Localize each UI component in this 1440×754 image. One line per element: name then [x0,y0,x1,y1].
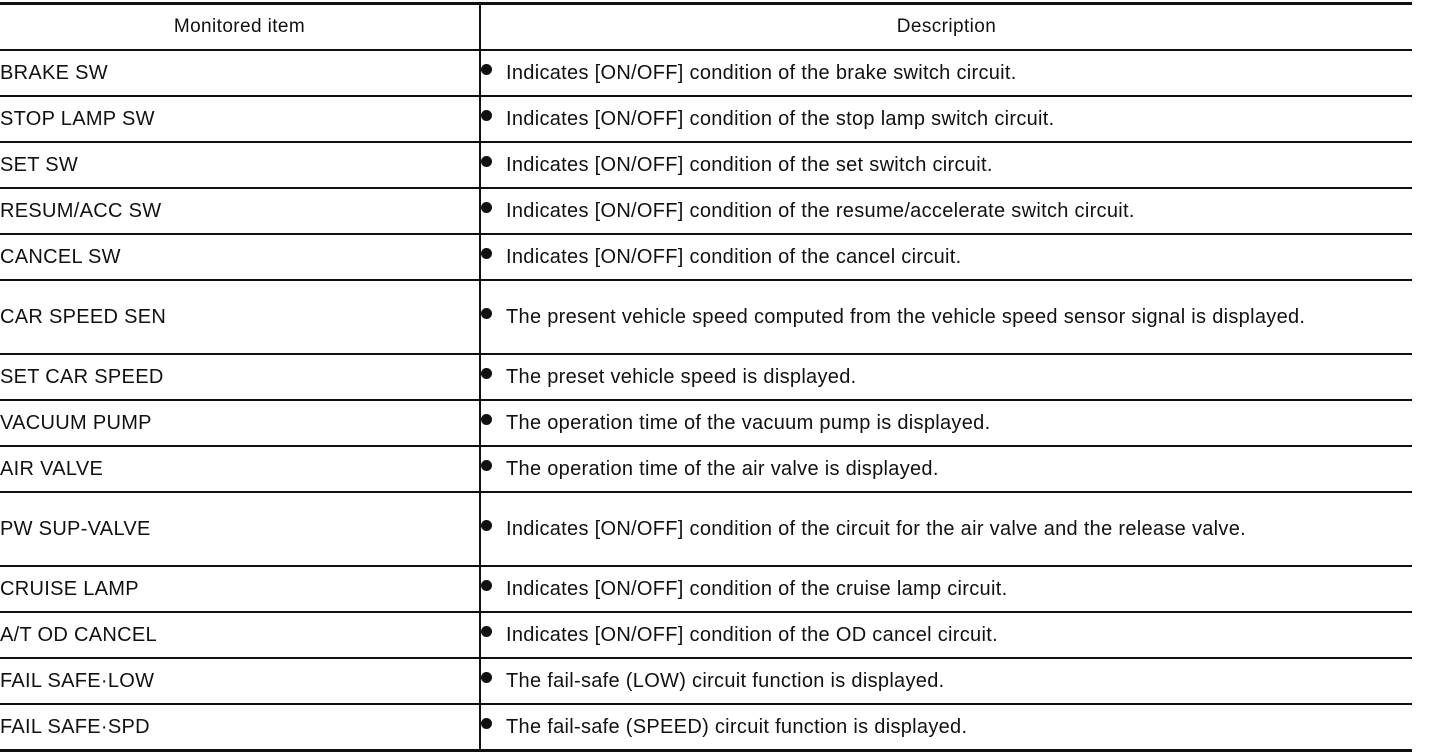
monitored-item-cell: FAIL SAFE·LOW [0,658,480,704]
description-text: Indicates [ON/OFF] condition of the cruise lamp circuit. [506,577,1008,600]
table-row [0,446,1412,492]
table-row [0,234,1412,280]
description-cell [480,704,1412,751]
monitored-item-cell: RESUM/ACC SW [0,188,480,234]
monitored-item-cell: SET SW [0,142,480,188]
description-text: Indicates [ON/OFF] condition of the cancel circuit. [506,245,962,268]
monitored-item-cell: PW SUP-VALVE [0,492,480,566]
table-row [0,400,1412,446]
bullet-icon [481,520,492,531]
description-cell [480,188,1412,234]
description-text: The operation time of the vacuum pump is displayed. [506,411,991,434]
description-text: Indicates [ON/OFF] condition of the stop lamp switch circuit. [506,107,1055,130]
description-cell [480,658,1412,704]
table-row [0,612,1412,658]
monitored-item-cell: FAIL SAFE·SPD [0,704,480,751]
table-row [0,96,1412,142]
description-text: Indicates [ON/OFF] condition of the OD cancel circuit. [506,623,998,646]
bullet-icon [481,110,492,121]
table-row [0,280,1412,354]
description-cell [480,492,1412,566]
header-description: Description [480,4,1412,51]
description-cell [480,234,1412,280]
description-text: The operation time of the air valve is displayed. [506,457,939,480]
description-text: Indicates [ON/OFF] condition of the set switch circuit. [506,153,993,176]
description-text: Indicates [ON/OFF] condition of the resume/accelerate switch circuit. [506,199,1135,222]
description-cell [480,354,1412,400]
description-text: The fail-safe (LOW) circuit function is displayed. [506,669,945,692]
table-row [0,354,1412,400]
bullet-icon [481,202,492,213]
table-row [0,142,1412,188]
monitor-item-document [0,2,1412,752]
bullet-icon [481,248,492,259]
description-cell [480,142,1412,188]
monitored-item-cell: SET CAR SPEED [0,354,480,400]
header-monitored-item: Monitored item [0,4,480,51]
bullet-icon [481,308,492,319]
monitored-item-cell: AIR VALVE [0,446,480,492]
bullet-icon [481,414,492,425]
bullet-icon [481,626,492,637]
description-text: Indicates [ON/OFF] condition of the circuit for the air valve and the release valve. [506,517,1246,540]
description-cell [480,96,1412,142]
monitored-item-cell: CRUISE LAMP [0,566,480,612]
monitored-item-cell: BRAKE SW [0,50,480,96]
monitored-item-cell: A/T OD CANCEL [0,612,480,658]
description-cell [480,612,1412,658]
description-cell [480,280,1412,354]
bullet-icon [481,460,492,471]
table-row [0,566,1412,612]
table-row [0,188,1412,234]
bullet-icon [481,580,492,591]
table-header-row [0,4,1412,51]
bullet-icon [481,672,492,683]
bullet-icon [481,718,492,729]
bullet-icon [481,368,492,379]
table-row [0,704,1412,751]
monitored-item-cell: STOP LAMP SW [0,96,480,142]
description-text: The present vehicle speed computed from the vehicle speed sensor signal is displayed. [506,305,1306,328]
description-cell [480,400,1412,446]
description-cell [480,50,1412,96]
monitored-item-cell: CAR SPEED SEN [0,280,480,354]
monitored-item-cell: CANCEL SW [0,234,480,280]
table-row [0,50,1412,96]
bullet-icon [481,64,492,75]
table-row [0,492,1412,566]
bullet-icon [481,156,492,167]
description-text: The fail-safe (SPEED) circuit function is displayed. [506,715,968,738]
monitored-item-cell: VACUUM PUMP [0,400,480,446]
description-cell [480,566,1412,612]
description-cell [480,446,1412,492]
monitored-items-table [0,2,1412,752]
description-text: The preset vehicle speed is displayed. [506,365,857,388]
description-text: Indicates [ON/OFF] condition of the brake switch circuit. [506,61,1017,84]
table-row [0,658,1412,704]
